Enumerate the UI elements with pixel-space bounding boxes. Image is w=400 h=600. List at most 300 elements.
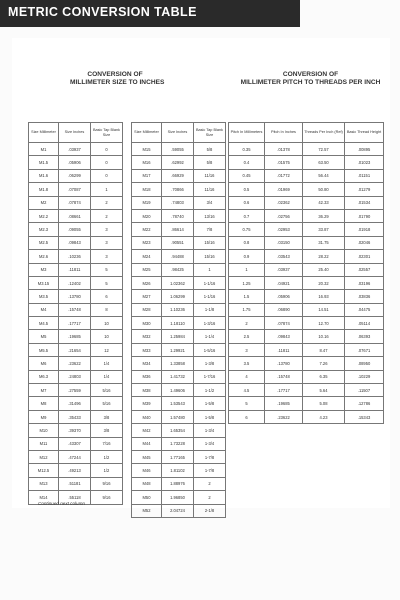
table-cell: 72.57 bbox=[303, 143, 345, 156]
table-cell: M14 bbox=[29, 491, 59, 504]
table-cell: 1.77165 bbox=[162, 450, 194, 463]
column-header: Size Millimeter bbox=[132, 123, 162, 143]
table-cell: .66929 bbox=[162, 169, 194, 182]
table-cell: 2.04724 bbox=[162, 504, 194, 517]
table-cell: 6 bbox=[91, 290, 123, 303]
table-cell: M40 bbox=[132, 410, 162, 423]
table-cell: M46 bbox=[132, 464, 162, 477]
table-cell: 10 bbox=[91, 330, 123, 343]
table-cell: .11811 bbox=[265, 343, 303, 356]
table-row bbox=[29, 169, 123, 182]
table-row bbox=[29, 384, 123, 397]
table-cell: 13/16 bbox=[194, 209, 226, 222]
table-row bbox=[229, 290, 384, 303]
table-row bbox=[132, 276, 226, 289]
table-cell: .01918 bbox=[345, 223, 384, 236]
table-cell: M17 bbox=[132, 169, 162, 182]
table-cell: M16 bbox=[132, 156, 162, 169]
table-cell: 3 bbox=[91, 250, 123, 263]
table-cell: 1-7/16 bbox=[194, 370, 226, 383]
table-cell: 3/8 bbox=[91, 410, 123, 423]
table-cell: .62992 bbox=[162, 156, 194, 169]
table-cell: M12 bbox=[29, 450, 59, 463]
table-row bbox=[132, 183, 226, 196]
table-cell: 15/16 bbox=[194, 250, 226, 263]
table-cell: 5.64 bbox=[303, 384, 345, 397]
table-cell: 6.35 bbox=[303, 370, 345, 383]
table-cell: .00895 bbox=[345, 143, 384, 156]
table-cell: M8 bbox=[29, 397, 59, 410]
table-cell: M44 bbox=[132, 437, 162, 450]
column-header: Basic Tap Blank Size bbox=[91, 123, 123, 143]
table-cell: M45 bbox=[132, 450, 162, 463]
table-cell: M3.15 bbox=[29, 276, 59, 289]
mm-to-inches-table-b bbox=[131, 122, 226, 518]
table-cell: 1.73228 bbox=[162, 437, 194, 450]
table-cell: 1.25 bbox=[229, 276, 265, 289]
table-cell: .03543 bbox=[265, 250, 303, 263]
table-cell: .10229 bbox=[345, 370, 384, 383]
table-cell: .02046 bbox=[345, 236, 384, 249]
table-cell: .01151 bbox=[345, 169, 384, 182]
table-row bbox=[132, 250, 226, 263]
table-cell: M33 bbox=[132, 343, 162, 356]
table-cell: 1.29921 bbox=[162, 343, 194, 356]
table-cell: 10 bbox=[91, 317, 123, 330]
table-cell: 1 bbox=[194, 263, 226, 276]
table-row bbox=[132, 384, 226, 397]
table-row bbox=[229, 156, 384, 169]
table-cell: 2 bbox=[194, 477, 226, 490]
table-cell: 0.6 bbox=[229, 196, 265, 209]
table-row bbox=[132, 397, 226, 410]
table-cell: 3 bbox=[91, 223, 123, 236]
table-cell: 1.41732 bbox=[162, 370, 194, 383]
table-cell: 0.35 bbox=[229, 143, 265, 156]
table-row bbox=[132, 263, 226, 276]
table-cell: .03937 bbox=[59, 143, 91, 156]
table-row bbox=[132, 437, 226, 450]
inches-heading-line1: CONVERSION OF bbox=[87, 71, 143, 78]
table-cell: 1 bbox=[229, 263, 265, 276]
table-cell: 1 bbox=[91, 183, 123, 196]
table-cell: M28 bbox=[132, 303, 162, 316]
table-row bbox=[29, 290, 123, 303]
column-header: Pitch In Millimeters bbox=[229, 123, 265, 143]
table-cell: M6.3 bbox=[29, 370, 59, 383]
table-cell: M15 bbox=[132, 143, 162, 156]
table-cell: 3/4 bbox=[194, 196, 226, 209]
table-cell: 1-3/4 bbox=[194, 437, 226, 450]
table-cell: .01534 bbox=[345, 196, 384, 209]
table-cell: 1-1/16 bbox=[194, 290, 226, 303]
table-cell: M30 bbox=[132, 317, 162, 330]
table-cell: .12786 bbox=[345, 397, 384, 410]
table-row bbox=[29, 196, 123, 209]
table-cell: .74803 bbox=[162, 196, 194, 209]
table-cell: 1.33858 bbox=[162, 357, 194, 370]
table-cell: 4.23 bbox=[303, 410, 345, 423]
table-cell: M26 bbox=[132, 276, 162, 289]
table-row bbox=[229, 303, 384, 316]
table-cell: 2.5 bbox=[229, 330, 265, 343]
table-cell: .31496 bbox=[59, 397, 91, 410]
table-cell: 2 bbox=[91, 196, 123, 209]
table-cell: 1-1/2 bbox=[194, 384, 226, 397]
table-cell: M20 bbox=[132, 209, 162, 222]
table-row bbox=[229, 276, 384, 289]
table-cell: .39370 bbox=[59, 424, 91, 437]
table-cell: .01023 bbox=[345, 156, 384, 169]
table-cell: M18 bbox=[132, 183, 162, 196]
table-cell: 1/4 bbox=[91, 357, 123, 370]
table-cell: M52 bbox=[132, 504, 162, 517]
table-cell: 0.8 bbox=[229, 236, 265, 249]
table-row bbox=[29, 223, 123, 236]
table-row bbox=[29, 317, 123, 330]
table-row bbox=[29, 437, 123, 450]
table-row bbox=[29, 397, 123, 410]
table-cell: .78740 bbox=[162, 209, 194, 222]
table-row bbox=[229, 330, 384, 343]
table-cell: 11/16 bbox=[194, 169, 226, 182]
column-header: Threads Per Inch (Ref) bbox=[303, 123, 345, 143]
table-cell: 4 bbox=[229, 370, 265, 383]
table-cell: M3 bbox=[29, 263, 59, 276]
table-row bbox=[132, 410, 226, 423]
table-cell: 5/8 bbox=[194, 143, 226, 156]
table-cell: .08950 bbox=[345, 357, 384, 370]
table-cell: 33.87 bbox=[303, 223, 345, 236]
page-title: METRIC CONVERSION TABLE bbox=[8, 5, 197, 19]
table-cell: 0.75 bbox=[229, 223, 265, 236]
table-cell: 10.16 bbox=[303, 330, 345, 343]
table-row bbox=[132, 223, 226, 236]
table-cell: .70866 bbox=[162, 183, 194, 196]
table-cell: 7/16 bbox=[91, 437, 123, 450]
table-cell: M48 bbox=[132, 477, 162, 490]
table-cell: .07087 bbox=[59, 183, 91, 196]
table-cell: .27559 bbox=[59, 384, 91, 397]
table-cell: 2 bbox=[229, 317, 265, 330]
document-page bbox=[12, 38, 390, 514]
table-cell: M24 bbox=[132, 250, 162, 263]
column-header: Size Inches bbox=[162, 123, 194, 143]
table-row bbox=[132, 209, 226, 222]
table-cell: .03196 bbox=[345, 276, 384, 289]
table-cell: 1-5/8 bbox=[194, 410, 226, 423]
pitch-section-heading bbox=[233, 71, 388, 87]
table-cell: 1.02362 bbox=[162, 276, 194, 289]
table-row bbox=[29, 236, 123, 249]
table-cell: 1-1/4 bbox=[194, 330, 226, 343]
table-cell: 1.49606 bbox=[162, 384, 194, 397]
table-cell: 8.47 bbox=[303, 343, 345, 356]
table-cell: 42.33 bbox=[303, 196, 345, 209]
table-row bbox=[29, 250, 123, 263]
table-cell: .13780 bbox=[59, 290, 91, 303]
table-cell: M2.5 bbox=[29, 236, 59, 249]
table-row bbox=[132, 424, 226, 437]
table-row bbox=[132, 303, 226, 316]
table-cell: 11/16 bbox=[194, 183, 226, 196]
table-row bbox=[132, 143, 226, 156]
table-cell: 56.44 bbox=[303, 169, 345, 182]
table-row bbox=[132, 357, 226, 370]
table-cell: 2 bbox=[194, 491, 226, 504]
table-row bbox=[132, 290, 226, 303]
table-cell: .03150 bbox=[265, 236, 303, 249]
table-row bbox=[29, 263, 123, 276]
table-cell: 5.08 bbox=[303, 397, 345, 410]
table-row bbox=[29, 477, 123, 490]
table-cell: 1.18110 bbox=[162, 317, 194, 330]
table-row bbox=[132, 156, 226, 169]
table-cell: 6 bbox=[229, 410, 265, 423]
table-cell: M9 bbox=[29, 410, 59, 423]
table-row bbox=[29, 424, 123, 437]
table-cell: 31.75 bbox=[303, 236, 345, 249]
table-cell: 1-7/8 bbox=[194, 464, 226, 477]
table-row bbox=[229, 370, 384, 383]
table-row bbox=[29, 276, 123, 289]
table-cell: 1-5/8 bbox=[194, 397, 226, 410]
table-cell: .19685 bbox=[265, 397, 303, 410]
inches-heading-line2: MILLIMETER SIZE TO INCHES bbox=[70, 79, 165, 86]
table-cell: .06393 bbox=[345, 330, 384, 343]
table-cell: 2 bbox=[91, 209, 123, 222]
table-cell: 1-3/8 bbox=[194, 357, 226, 370]
table-cell: .09843 bbox=[265, 330, 303, 343]
table-cell: .04921 bbox=[265, 276, 303, 289]
table-cell: 1.65354 bbox=[162, 424, 194, 437]
table-cell: M1.6 bbox=[29, 169, 59, 182]
table-cell: 3 bbox=[91, 236, 123, 249]
table-cell: .98425 bbox=[162, 263, 194, 276]
table-row bbox=[132, 236, 226, 249]
table-cell: .59055 bbox=[162, 143, 194, 156]
table-cell: 5/16 bbox=[91, 384, 123, 397]
table-cell: M12.5 bbox=[29, 464, 59, 477]
table-cell: 63.50 bbox=[303, 156, 345, 169]
table-cell: M19 bbox=[132, 196, 162, 209]
table-cell: .02557 bbox=[345, 263, 384, 276]
table-cell: M25 bbox=[132, 263, 162, 276]
table-cell: 12 bbox=[91, 343, 123, 356]
table-cell: .49213 bbox=[59, 464, 91, 477]
title-bar bbox=[0, 0, 300, 27]
table-cell: 1-3/4 bbox=[194, 424, 226, 437]
table-row bbox=[29, 143, 123, 156]
table-cell: .23622 bbox=[265, 410, 303, 423]
table-cell: 1-3/16 bbox=[194, 317, 226, 330]
table-cell: .86614 bbox=[162, 223, 194, 236]
mm-to-inches-table-a bbox=[28, 122, 123, 505]
table-cell: .01969 bbox=[265, 183, 303, 196]
table-cell: .17717 bbox=[265, 384, 303, 397]
table-cell: M2.2 bbox=[29, 209, 59, 222]
table-cell: 1.88976 bbox=[162, 477, 194, 490]
table-cell: .94488 bbox=[162, 250, 194, 263]
table-row bbox=[29, 209, 123, 222]
table-row bbox=[229, 263, 384, 276]
table-cell: M1.5 bbox=[29, 156, 59, 169]
table-cell: 3.5 bbox=[229, 357, 265, 370]
table-row bbox=[29, 450, 123, 463]
table-cell: .01772 bbox=[265, 169, 303, 182]
table-cell: .15748 bbox=[59, 303, 91, 316]
table-cell: .55118 bbox=[59, 491, 91, 504]
table-row bbox=[229, 183, 384, 196]
table-cell: 28.22 bbox=[303, 250, 345, 263]
table-row bbox=[29, 183, 123, 196]
table-cell: 0.9 bbox=[229, 250, 265, 263]
column-header: Size Inches bbox=[59, 123, 91, 143]
table-cell: M5 bbox=[29, 330, 59, 343]
table-row bbox=[229, 196, 384, 209]
table-row bbox=[29, 464, 123, 477]
table-cell: 0.7 bbox=[229, 209, 265, 222]
table-cell: M34 bbox=[132, 357, 162, 370]
table-cell: M50 bbox=[132, 491, 162, 504]
table-cell: 0.45 bbox=[229, 169, 265, 182]
table-cell: M42 bbox=[132, 424, 162, 437]
table-cell: 7/8 bbox=[194, 223, 226, 236]
table-cell: 50.80 bbox=[303, 183, 345, 196]
column-header: Pitch In Inches bbox=[265, 123, 303, 143]
table-cell: .02301 bbox=[345, 250, 384, 263]
table-cell: .19685 bbox=[59, 330, 91, 343]
table-row bbox=[132, 370, 226, 383]
table-cell: 1.5 bbox=[229, 290, 265, 303]
table-cell: .15343 bbox=[345, 410, 384, 423]
table-cell: .06299 bbox=[59, 169, 91, 182]
table-cell: 0.5 bbox=[229, 183, 265, 196]
table-cell: .08661 bbox=[59, 209, 91, 222]
table-cell: .07874 bbox=[265, 317, 303, 330]
table-cell: M1 bbox=[29, 143, 59, 156]
table-cell: 16.93 bbox=[303, 290, 345, 303]
table-cell: M11 bbox=[29, 437, 59, 450]
table-cell: M4 bbox=[29, 303, 59, 316]
table-cell: .15748 bbox=[265, 370, 303, 383]
table-cell: .12402 bbox=[59, 276, 91, 289]
table-cell: .07874 bbox=[59, 196, 91, 209]
table-row bbox=[229, 397, 384, 410]
table-cell: 9/16 bbox=[91, 491, 123, 504]
table-cell: .01279 bbox=[345, 183, 384, 196]
table-cell: .11507 bbox=[345, 384, 384, 397]
table-cell: 4.5 bbox=[229, 384, 265, 397]
table-row bbox=[229, 209, 384, 222]
table-cell: .03836 bbox=[345, 290, 384, 303]
table-cell: 14.51 bbox=[303, 303, 345, 316]
table-cell: .01575 bbox=[265, 156, 303, 169]
table-cell: M2.3 bbox=[29, 223, 59, 236]
table-cell: M10 bbox=[29, 424, 59, 437]
table-cell: 20.32 bbox=[303, 276, 345, 289]
table-cell: .05906 bbox=[265, 290, 303, 303]
table-cell: .35433 bbox=[59, 410, 91, 423]
table-row bbox=[29, 303, 123, 316]
table-row bbox=[229, 250, 384, 263]
table-cell: 1.25984 bbox=[162, 330, 194, 343]
table-row bbox=[29, 357, 123, 370]
table-cell: .11811 bbox=[59, 263, 91, 276]
table-cell: M27 bbox=[132, 290, 162, 303]
table-cell: 0 bbox=[91, 143, 123, 156]
table-row bbox=[229, 143, 384, 156]
table-cell: 12.70 bbox=[303, 317, 345, 330]
table-row bbox=[132, 491, 226, 504]
table-cell: M22 bbox=[132, 223, 162, 236]
inches-section-heading bbox=[70, 71, 165, 87]
table-cell: 1/4 bbox=[91, 370, 123, 383]
table-cell: .03937 bbox=[265, 263, 303, 276]
table-row bbox=[229, 343, 384, 356]
table-cell: M38 bbox=[132, 384, 162, 397]
table-cell: M5.5 bbox=[29, 343, 59, 356]
table-cell: .47244 bbox=[59, 450, 91, 463]
table-cell: .06890 bbox=[265, 303, 303, 316]
table-cell: 1.57480 bbox=[162, 410, 194, 423]
table-cell: 1/2 bbox=[91, 450, 123, 463]
table-cell: .90551 bbox=[162, 236, 194, 249]
table-row bbox=[132, 169, 226, 182]
table-cell: 15/16 bbox=[194, 236, 226, 249]
table-row bbox=[132, 196, 226, 209]
table-row bbox=[132, 477, 226, 490]
table-cell: .21654 bbox=[59, 343, 91, 356]
table-cell: 0.4 bbox=[229, 156, 265, 169]
table-row bbox=[132, 317, 226, 330]
table-cell: 3 bbox=[229, 343, 265, 356]
table-row bbox=[29, 370, 123, 383]
table-cell: .51181 bbox=[59, 477, 91, 490]
table-cell: 2-1/8 bbox=[194, 504, 226, 517]
table-cell: 1.10236 bbox=[162, 303, 194, 316]
table-cell: .01378 bbox=[265, 143, 303, 156]
table-cell: .23622 bbox=[59, 357, 91, 370]
table-row bbox=[229, 384, 384, 397]
table-row bbox=[132, 504, 226, 517]
table-row bbox=[229, 317, 384, 330]
table-row bbox=[132, 343, 226, 356]
pitch-heading-line1: CONVERSION OF bbox=[282, 71, 339, 78]
table-cell: .05906 bbox=[59, 156, 91, 169]
table-cell: M13 bbox=[29, 477, 59, 490]
table-cell: 8 bbox=[91, 303, 123, 316]
table-cell: 1.06299 bbox=[162, 290, 194, 303]
column-header: Basic Tap Blank Size bbox=[194, 123, 226, 143]
pitch-to-tpi-table bbox=[228, 122, 384, 424]
table-cell: .07671 bbox=[345, 343, 384, 356]
table-cell: 5 bbox=[229, 397, 265, 410]
table-cell: 36.29 bbox=[303, 209, 345, 222]
pitch-heading-line2: MILLIMETER PITCH TO THREADS PER INCH bbox=[240, 79, 381, 86]
table-row bbox=[229, 169, 384, 182]
table-cell: .17717 bbox=[59, 317, 91, 330]
table-row bbox=[29, 410, 123, 423]
table-cell: 1-1/16 bbox=[194, 276, 226, 289]
column-header: Basic Thread Height bbox=[345, 123, 384, 143]
table-cell: .02756 bbox=[265, 209, 303, 222]
table-row bbox=[229, 236, 384, 249]
table-cell: 1.81102 bbox=[162, 464, 194, 477]
table-row bbox=[29, 156, 123, 169]
table-cell: .05114 bbox=[345, 317, 384, 330]
table-row bbox=[229, 410, 384, 423]
